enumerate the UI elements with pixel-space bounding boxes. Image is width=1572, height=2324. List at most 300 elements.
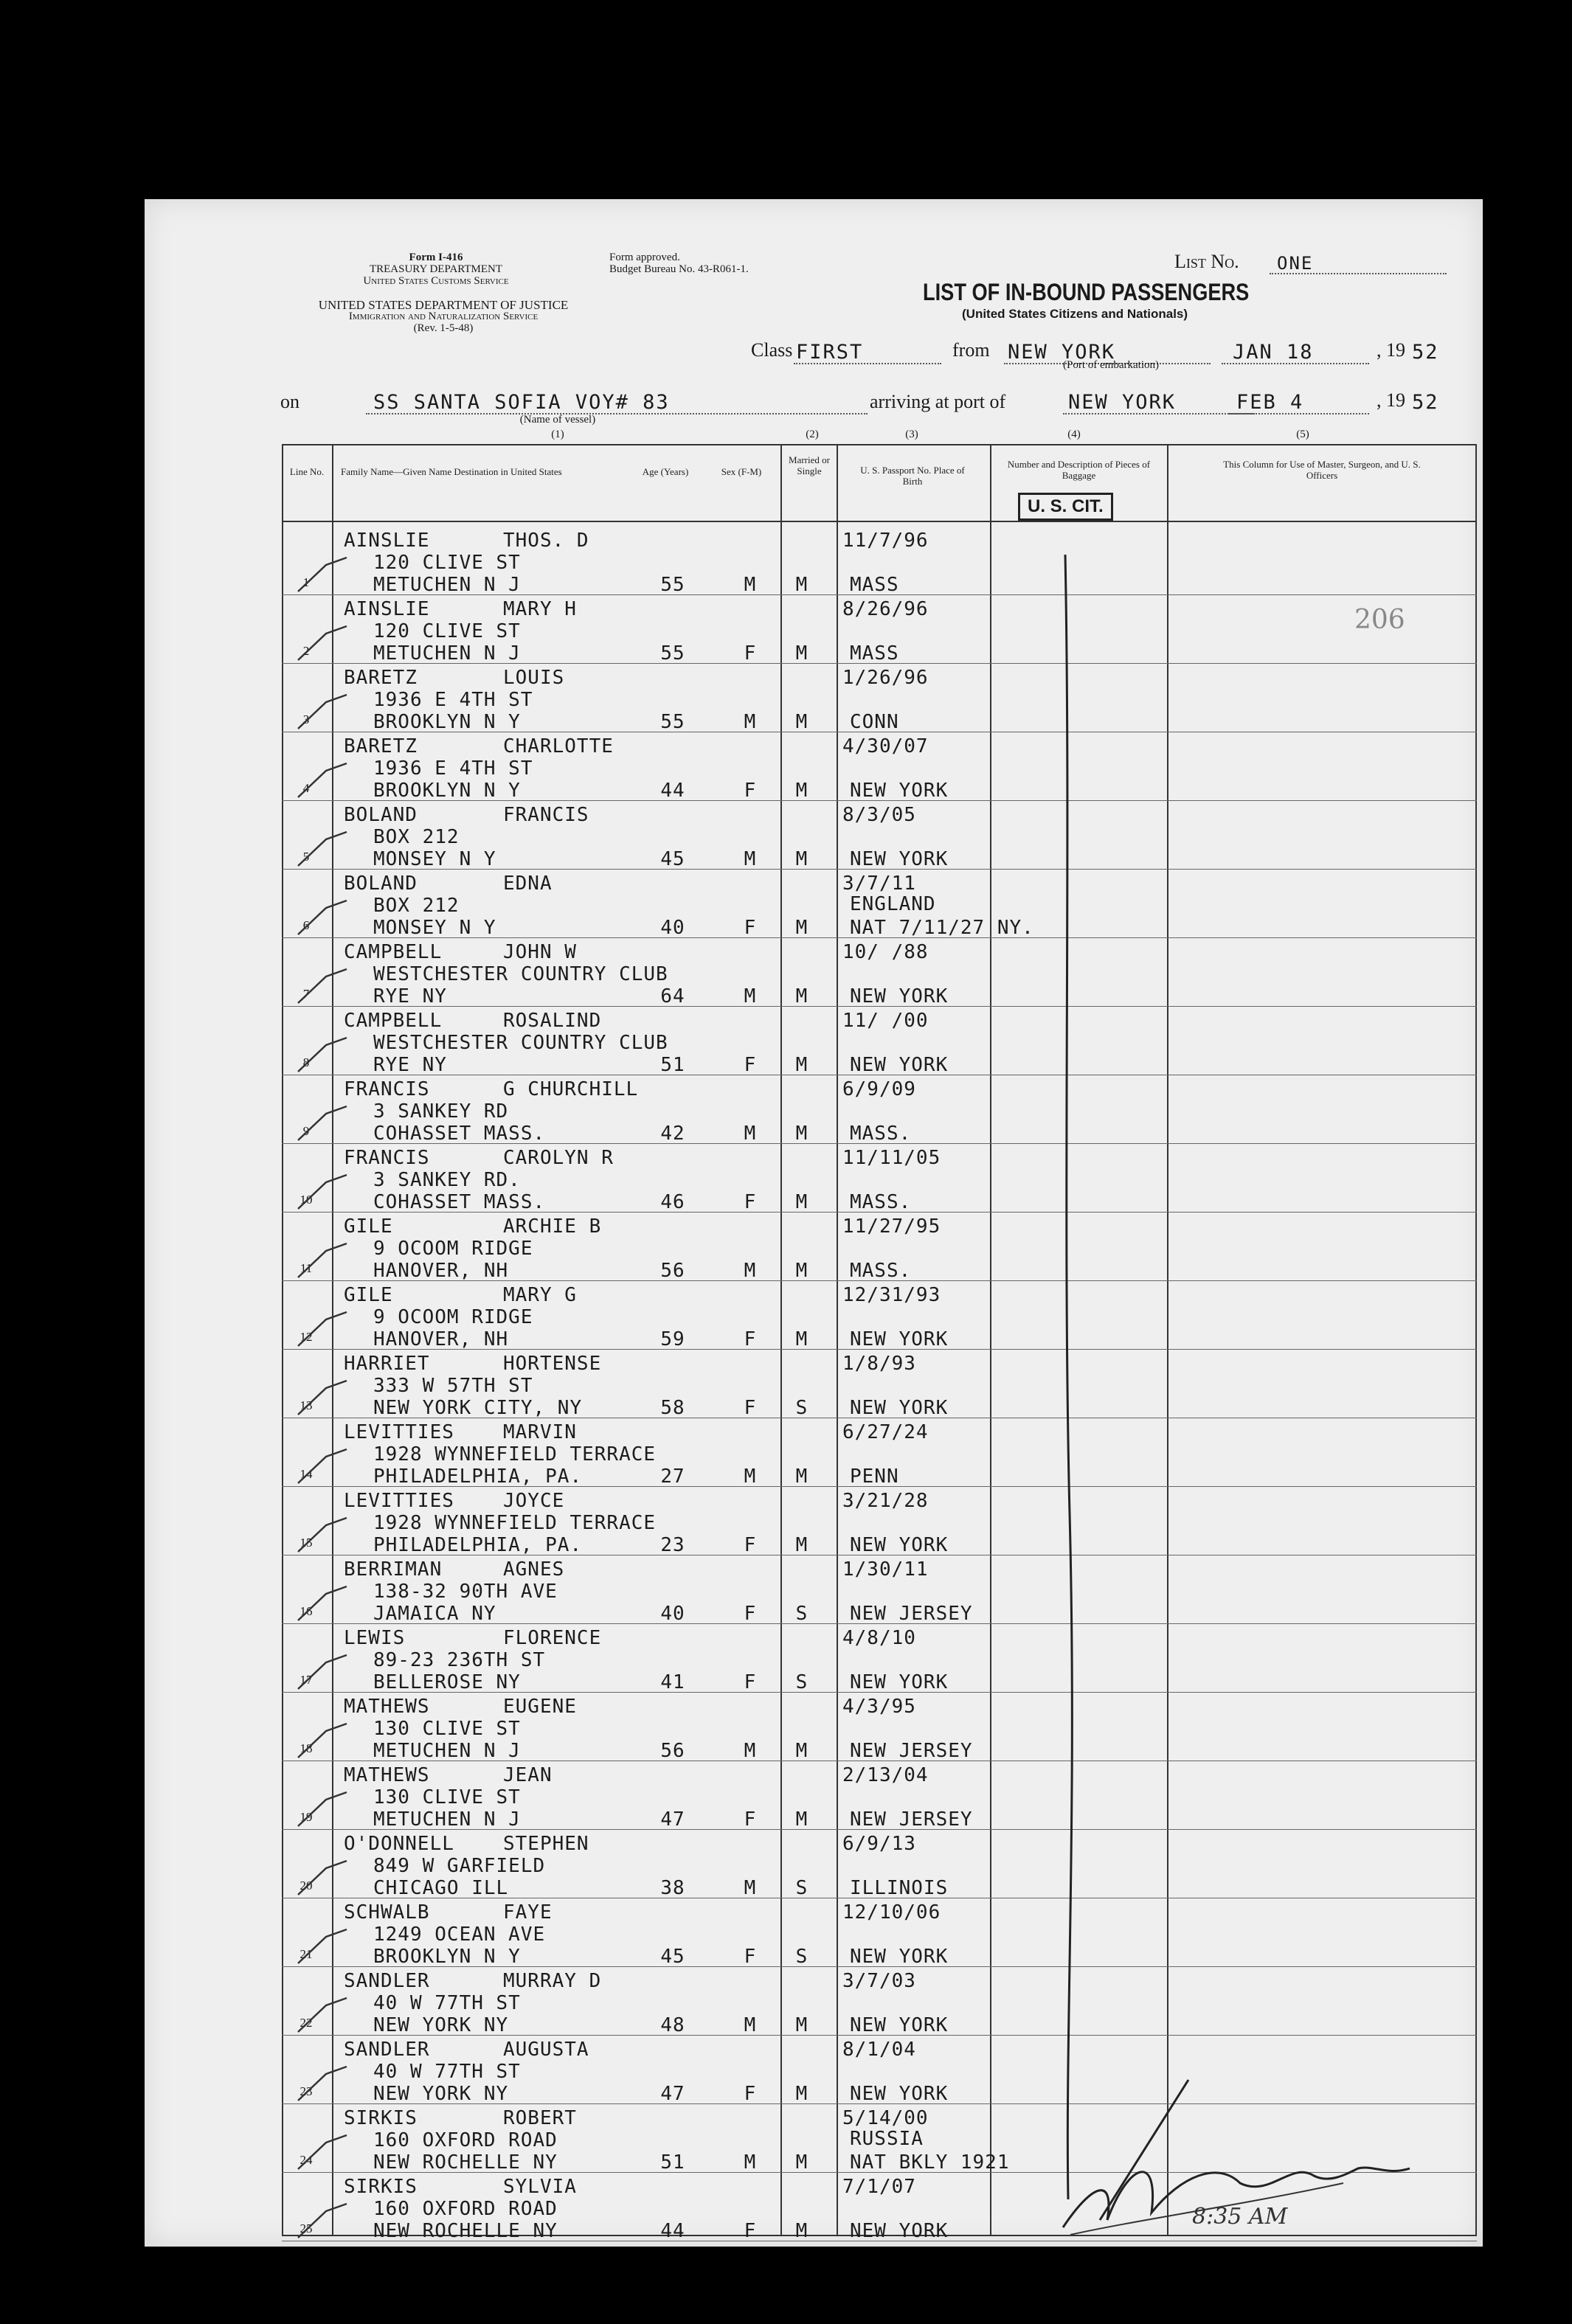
birthplace: MASS. — [850, 1260, 912, 1282]
given-name: ROBERT — [503, 2107, 577, 2129]
age-value: 47 — [660, 1808, 685, 1831]
destination-city: BELLEROSE NY — [373, 1671, 521, 1693]
destination-city: METUCHEN N J — [373, 1808, 521, 1831]
check-mark — [297, 693, 348, 730]
age-value: 46 — [660, 1191, 685, 1213]
birth-date: 8/1/04 — [842, 2039, 916, 2061]
destination-city: NEW YORK CITY, NY — [373, 1397, 583, 1419]
birth-date: 1/26/96 — [842, 667, 929, 689]
family-name: LEVITTIES — [344, 1490, 454, 1512]
page-title: LIST OF IN-BOUND PASSENGERS — [923, 279, 1250, 305]
on-label: on — [280, 391, 299, 412]
street-address: 849 W GARFIELD — [373, 1855, 546, 1877]
birthplace: NEW YORK — [850, 1054, 949, 1076]
age-value: 40 — [660, 1603, 685, 1625]
birth-date: 4/30/07 — [842, 735, 929, 757]
line-number: 25 — [299, 2221, 313, 2235]
check-mark — [297, 1311, 348, 1347]
birthplace: NEW YORK — [850, 2083, 949, 2105]
passenger-table — [282, 444, 1477, 2242]
port-caption: (Port of embarkation) — [1063, 359, 1159, 371]
check-mark — [297, 1928, 348, 1965]
street-address: WESTCHESTER COUNTRY CLUB — [373, 1032, 668, 1054]
arrival-year-prefix: , 19 — [1377, 389, 1405, 411]
sex-value: F — [744, 2083, 757, 2105]
age-value: 47 — [660, 2083, 685, 2105]
birth-date: 8/26/96 — [842, 598, 929, 620]
destination-city: HANOVER, NH — [373, 1328, 509, 1350]
birth-date: 3/7/11 — [842, 873, 916, 895]
destination-city: METUCHEN N J — [373, 574, 521, 596]
given-name: FLORENCE — [503, 1627, 602, 1649]
check-mark — [297, 1654, 348, 1690]
marital-value: M — [795, 1054, 808, 1076]
street-address: 130 CLIVE ST — [373, 1786, 521, 1808]
form-approved: Form approved. — [609, 252, 680, 263]
table-row — [282, 938, 1477, 1007]
line-number: 2 — [302, 644, 310, 658]
destination-city: NEW YORK NY — [373, 2014, 509, 2036]
sex-value: F — [744, 917, 757, 939]
col-num-1: (1) — [551, 429, 564, 440]
passenger-rows — [282, 527, 1477, 2242]
line-number: 14 — [299, 1467, 313, 1481]
sex-value: M — [744, 1740, 757, 1762]
budget-bureau: Budget Bureau No. 43-R061-1. — [609, 263, 749, 275]
table-row — [282, 1281, 1477, 1350]
given-name: EUGENE — [503, 1696, 577, 1718]
list-no-underline — [1270, 273, 1447, 274]
check-mark — [297, 830, 348, 867]
table-row — [282, 527, 1477, 595]
marital-value: M — [795, 574, 808, 596]
age-value: 55 — [660, 574, 685, 596]
line-number: 18 — [299, 1741, 313, 1755]
check-mark — [297, 1448, 348, 1485]
birthplace: ILLINOIS — [850, 1877, 949, 1899]
arrival-port: NEW YORK — [1068, 391, 1177, 414]
birthplace: NEW YORK — [850, 780, 949, 802]
age-value: 48 — [660, 2014, 685, 2036]
age-value: 56 — [660, 1740, 685, 1762]
col-head-married: Married or Single — [789, 454, 830, 476]
check-mark — [297, 1585, 348, 1622]
birth-date: 3/7/03 — [842, 1970, 916, 1992]
destination-city: CHICAGO ILL — [373, 1877, 509, 1899]
birth-date: 6/27/24 — [842, 1421, 929, 1443]
marital-value: M — [795, 2151, 808, 2174]
table-row — [282, 1967, 1477, 2036]
given-name: FRANCIS — [503, 804, 589, 826]
arrival-year: 52 — [1412, 391, 1439, 414]
line-number: 10 — [299, 1193, 313, 1207]
departure-year-prefix: , 19 — [1377, 339, 1405, 361]
table-row — [282, 1418, 1477, 1487]
destination-city: NEW YORK NY — [373, 2083, 509, 2105]
birth-date: 7/1/07 — [842, 2176, 916, 2198]
departure-date: JAN 18 — [1233, 341, 1314, 364]
sex-value: F — [744, 642, 757, 665]
family-name: LEWIS — [344, 1627, 406, 1649]
col-num-2: (2) — [806, 429, 819, 440]
page-subtitle: (United States Citizens and Nationals) — [962, 307, 1188, 321]
list-no-label: List No. — [1174, 251, 1239, 272]
given-name: AUGUSTA — [503, 2039, 589, 2061]
given-name: ROSALIND — [503, 1010, 602, 1032]
col-head-name: Family Name—Given Name Destination in United States — [341, 466, 562, 477]
table-row — [282, 1213, 1477, 1281]
check-mark — [297, 625, 348, 662]
family-name: SANDLER — [344, 1970, 430, 1992]
birth-date: 1/30/11 — [842, 1558, 929, 1581]
check-mark — [297, 968, 348, 1005]
table-row — [282, 1898, 1477, 1967]
list-no-value: ONE — [1277, 253, 1314, 274]
age-value: 59 — [660, 1328, 685, 1350]
marital-value: M — [795, 2083, 808, 2105]
given-name: ARCHIE B — [503, 1215, 602, 1238]
class-underline — [794, 363, 941, 364]
col-num-4: (4) — [1067, 429, 1081, 440]
birth-date: 4/3/95 — [842, 1696, 916, 1718]
street-address: 40 W 77TH ST — [373, 2061, 521, 2083]
destination-city: RYE NY — [373, 985, 447, 1007]
marital-value: M — [795, 780, 808, 802]
check-mark — [297, 1036, 348, 1073]
check-mark — [297, 1379, 348, 1416]
birth-date: 4/8/10 — [842, 1627, 916, 1649]
line-number: 24 — [299, 2153, 313, 2167]
street-address: 138-32 90TH AVE — [373, 1581, 558, 1603]
sex-value: F — [744, 1946, 757, 1968]
line-number: 20 — [299, 1879, 313, 1893]
age-value: 51 — [660, 1054, 685, 1076]
vessel-name: SS SANTA SOFIA VOY# 83 — [373, 391, 670, 414]
family-name: GILE — [344, 1215, 393, 1238]
street-address: 333 W 57TH ST — [373, 1375, 533, 1397]
street-address: 3 SANKEY RD — [373, 1100, 509, 1123]
given-name: EDNA — [503, 873, 553, 895]
line-number: 4 — [302, 781, 310, 795]
check-mark — [297, 1105, 348, 1142]
col-num-3: (3) — [905, 429, 918, 440]
check-mark — [297, 2202, 348, 2239]
birth-date: 2/13/04 — [842, 1764, 929, 1786]
sex-value: M — [744, 1877, 757, 1899]
departure-year: 52 — [1412, 341, 1439, 364]
line-number: 13 — [299, 1398, 313, 1412]
destination-city: HANOVER, NH — [373, 1260, 509, 1282]
street-address: 120 CLIVE ST — [373, 552, 521, 574]
given-name: G CHURCHILL — [503, 1078, 639, 1100]
sex-value: F — [744, 1191, 757, 1213]
destination-city: PHILADELPHIA, PA. — [373, 1534, 583, 1556]
marital-value: S — [795, 1877, 808, 1899]
justice-dept: UNITED STATES DEPARTMENT OF JUSTICE — [318, 298, 569, 312]
col-head-officers: This Column for Use of Master, Surgeon, and U. S. Officers — [1223, 459, 1421, 481]
birth-date: 12/10/06 — [842, 1901, 941, 1924]
col-head-line: Line No. — [289, 466, 325, 477]
line-number: 5 — [302, 850, 310, 864]
birthplace: NEW YORK — [850, 2220, 949, 2242]
manifest-page — [145, 199, 1483, 2247]
birthplace-note: RUSSIA — [850, 2128, 924, 2150]
family-name: SIRKIS — [344, 2107, 418, 2129]
birth-date: 11/7/96 — [842, 530, 929, 552]
birthplace: CONN — [850, 711, 899, 733]
sex-value: M — [744, 848, 757, 870]
age-value: 44 — [660, 780, 685, 802]
destination-city: BROOKLYN N Y — [373, 1946, 521, 1968]
given-name: MARVIN — [503, 1421, 577, 1443]
marital-value: M — [795, 1808, 808, 1831]
sex-value: M — [744, 1260, 757, 1282]
birthplace: NEW JERSEY — [850, 1603, 973, 1625]
check-mark — [297, 1173, 348, 1210]
age-value: 45 — [660, 1946, 685, 1968]
given-name: CHARLOTTE — [503, 735, 614, 757]
birthplace: NEW YORK — [850, 1328, 949, 1350]
given-name: THOS. D — [503, 530, 589, 552]
family-name: BOLAND — [344, 873, 418, 895]
age-value: 23 — [660, 1534, 685, 1556]
sex-value: F — [744, 1534, 757, 1556]
marital-value: S — [795, 1671, 808, 1693]
destination-city: RYE NY — [373, 1054, 447, 1076]
line-number: 12 — [299, 1330, 313, 1344]
check-mark — [297, 1997, 348, 2033]
age-value: 44 — [660, 2220, 685, 2242]
marital-value: S — [795, 1603, 808, 1625]
table-row — [282, 1487, 1477, 1555]
age-value: 64 — [660, 985, 685, 1007]
sex-value: M — [744, 2151, 757, 2174]
table-row — [282, 1555, 1477, 1624]
birthplace: NEW YORK — [850, 1397, 949, 1419]
family-name: CAMPBELL — [344, 941, 443, 963]
col-head-age: Age (Years) — [642, 466, 689, 477]
sex-value: F — [744, 780, 757, 802]
family-name: SANDLER — [344, 2039, 430, 2061]
marital-value: M — [795, 1260, 808, 1282]
birthplace: NEW YORK — [850, 1671, 949, 1693]
family-name: FRANCIS — [344, 1078, 430, 1100]
sex-value: M — [744, 574, 757, 596]
birthplace: NEW YORK — [850, 1946, 949, 1968]
birthplace: NEW YORK — [850, 2014, 949, 2036]
birth-date: 1/8/93 — [842, 1353, 916, 1375]
family-name: SIRKIS — [344, 2176, 418, 2198]
line-number: 23 — [299, 2084, 313, 2098]
given-name: MARY G — [503, 1284, 577, 1306]
birth-date: 11/ /00 — [842, 1010, 929, 1032]
line-number: 7 — [302, 987, 310, 1001]
given-name: HORTENSE — [503, 1353, 602, 1375]
check-mark — [297, 899, 348, 936]
table-row — [282, 1693, 1477, 1761]
destination-city: COHASSET MASS. — [373, 1191, 546, 1213]
age-value: 27 — [660, 1465, 685, 1488]
customs-service: United States Customs Service — [363, 275, 509, 287]
table-row — [282, 1144, 1477, 1213]
line-number: 11 — [299, 1261, 313, 1275]
line-number: 15 — [299, 1536, 313, 1550]
given-name: MURRAY D — [503, 1970, 602, 1992]
form-revision: (Rev. 1-5-48) — [413, 322, 474, 334]
birth-date: 3/21/28 — [842, 1490, 929, 1512]
age-value: 51 — [660, 2151, 685, 2174]
street-address: 1928 WYNNEFIELD TERRACE — [373, 1443, 657, 1465]
destination-city: BROOKLYN N Y — [373, 780, 521, 802]
marital-value: S — [795, 1397, 808, 1419]
age-value: 45 — [660, 848, 685, 870]
marital-value: M — [795, 985, 808, 1007]
birthplace: MASS. — [850, 1123, 912, 1145]
check-mark — [297, 1722, 348, 1759]
given-name: JOYCE — [503, 1490, 565, 1512]
given-name: STEPHEN — [503, 1833, 589, 1855]
street-address: BOX 212 — [373, 826, 460, 848]
marital-value: M — [795, 1328, 808, 1350]
line-number: 3 — [302, 712, 310, 726]
us-citizen-stamp: U. S. CIT. — [1018, 493, 1113, 521]
street-address: 1928 WYNNEFIELD TERRACE — [373, 1512, 657, 1534]
table-header-rule — [282, 521, 1477, 522]
birthplace: NAT 7/11/27 NY. — [850, 917, 1034, 939]
street-address: 9 OCOOM RIDGE — [373, 1306, 533, 1328]
family-name: BOLAND — [344, 804, 418, 826]
side-page-number: 206 — [1354, 605, 1405, 635]
street-address: 120 CLIVE ST — [373, 620, 521, 642]
birth-date: 6/9/09 — [842, 1078, 916, 1100]
sex-value: F — [744, 1603, 757, 1625]
age-value: 42 — [660, 1123, 685, 1145]
street-address: 1936 E 4TH ST — [373, 689, 533, 711]
table-row — [282, 1350, 1477, 1418]
street-address: 40 W 77TH ST — [373, 1992, 521, 2014]
line-number: 21 — [299, 1947, 313, 1961]
destination-city: METUCHEN N J — [373, 642, 521, 665]
family-name: GILE — [344, 1284, 393, 1306]
sex-value: M — [744, 2014, 757, 2036]
given-name: SYLVIA — [503, 2176, 577, 2198]
birthplace: NEW JERSEY — [850, 1808, 973, 1831]
street-address: 1936 E 4TH ST — [373, 757, 533, 780]
marital-value: M — [795, 642, 808, 665]
birth-date: 8/3/05 — [842, 804, 916, 826]
marital-value: M — [795, 848, 808, 870]
birthplace: PENN — [850, 1465, 899, 1488]
arrival-date-underline — [1229, 413, 1369, 414]
check-mark — [297, 1859, 348, 1896]
line-number: 22 — [299, 2016, 313, 2030]
check-mark — [297, 556, 348, 593]
birthplace: MASS. — [850, 1191, 912, 1213]
check-mark — [297, 1516, 348, 1553]
destination-city: NEW ROCHELLE NY — [373, 2220, 558, 2242]
class-value: FIRST — [796, 341, 864, 364]
age-value: 55 — [660, 711, 685, 733]
line-number: 6 — [302, 918, 310, 932]
family-name: FRANCIS — [344, 1147, 430, 1169]
table-row — [282, 664, 1477, 732]
family-name: BARETZ — [344, 667, 418, 689]
destination-city: MONSEY N Y — [373, 917, 496, 939]
line-number: 19 — [299, 1810, 313, 1824]
sex-value: M — [744, 711, 757, 733]
line-number: 9 — [302, 1124, 310, 1138]
table-row — [282, 595, 1477, 664]
birthplace: NEW YORK — [850, 848, 949, 870]
marital-value: M — [795, 1534, 808, 1556]
check-mark — [297, 1791, 348, 1828]
marital-value: M — [795, 2220, 808, 2242]
vessel-caption: (Name of vessel) — [519, 414, 596, 426]
birth-date: 11/27/95 — [842, 1215, 941, 1238]
street-address: 1249 OCEAN AVE — [373, 1924, 546, 1946]
check-mark — [297, 1242, 348, 1279]
street-address: BOX 212 — [373, 895, 460, 917]
street-address: WESTCHESTER COUNTRY CLUB — [373, 963, 668, 985]
table-row — [282, 732, 1477, 801]
family-name: AINSLIE — [344, 530, 430, 552]
col-head-baggage: Number and Description of Pieces of Baggage — [1007, 459, 1151, 481]
birthplace-note: ENGLAND — [850, 893, 936, 915]
birth-date: 6/9/13 — [842, 1833, 916, 1855]
marital-value: S — [795, 1946, 808, 1968]
arriving-label: arriving at port of — [870, 391, 1006, 412]
family-name: BARETZ — [344, 735, 418, 757]
check-mark — [297, 2134, 348, 2171]
age-value: 58 — [660, 1397, 685, 1419]
birthplace: NEW YORK — [850, 1534, 949, 1556]
from-label: from — [952, 339, 990, 361]
street-address: 9 OCOOM RIDGE — [373, 1238, 533, 1260]
destination-city: COHASSET MASS. — [373, 1123, 546, 1145]
sex-value: F — [744, 1328, 757, 1350]
departure-date-underline — [1222, 363, 1369, 364]
destination-city: JAMAICA NY — [373, 1603, 496, 1625]
destination-city: METUCHEN N J — [373, 1740, 521, 1762]
given-name: CAROLYN R — [503, 1147, 614, 1169]
signature-time: 8:35 AM — [1192, 2204, 1288, 2230]
line-number: 17 — [299, 1673, 313, 1687]
baggage-bracket-line — [1049, 555, 1093, 2207]
table-row — [282, 1761, 1477, 1830]
table-row — [282, 1830, 1477, 1898]
street-address: 130 CLIVE ST — [373, 1718, 521, 1740]
col-num-5: (5) — [1296, 429, 1309, 440]
birthplace: MASS — [850, 642, 899, 665]
destination-city: NEW ROCHELLE NY — [373, 2151, 558, 2174]
birthplace: NEW YORK — [850, 985, 949, 1007]
street-address: 3 SANKEY RD. — [373, 1169, 521, 1191]
given-name: JOHN W — [503, 941, 577, 963]
treasury-dept: TREASURY DEPARTMENT — [369, 263, 503, 275]
birth-date: 10/ /88 — [842, 941, 929, 963]
family-name: AINSLIE — [344, 598, 430, 620]
family-name: O'DONNELL — [344, 1833, 454, 1855]
marital-value: M — [795, 1123, 808, 1145]
family-name: HARRIET — [344, 1353, 430, 1375]
given-name: JEAN — [503, 1764, 553, 1786]
street-address: 160 OXFORD ROAD — [373, 2129, 558, 2151]
table-top-rule — [282, 444, 1477, 445]
age-value: 55 — [660, 642, 685, 665]
marital-value: M — [795, 917, 808, 939]
line-number: 16 — [299, 1604, 313, 1618]
sex-value: F — [744, 1671, 757, 1693]
